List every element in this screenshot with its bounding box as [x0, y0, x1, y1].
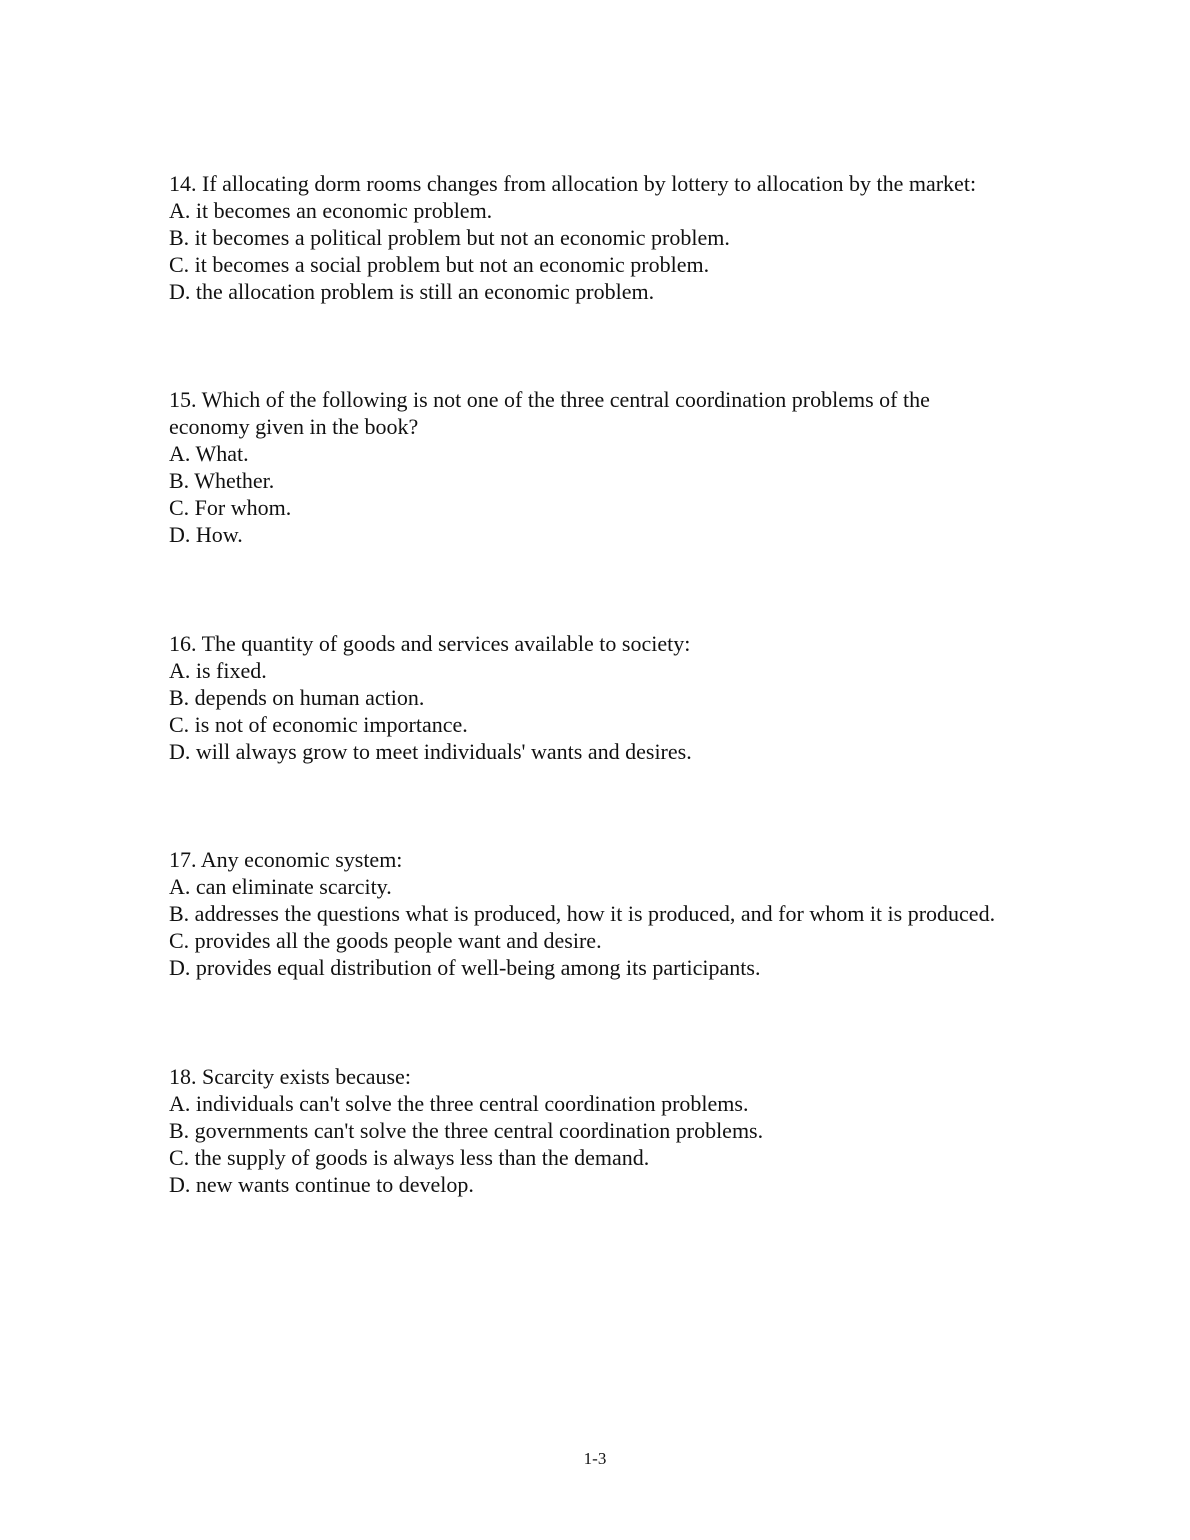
answer-option-c: C. the supply of goods is always less than the demand.	[169, 1145, 650, 1170]
question-stem: 17. Any economic system:	[169, 847, 403, 872]
answer-option-c: C. it becomes a social problem but not an economic problem.	[169, 252, 710, 277]
question-18	[169, 1063, 1069, 1198]
question-stem-line-1: 15. Which of the following is not one of the three central coordination problems of the	[169, 387, 930, 412]
answer-option-b: B. depends on human action.	[169, 685, 425, 710]
answer-option-c: C. provides all the goods people want and desire.	[169, 928, 602, 953]
answer-option-a: A. it becomes an economic problem.	[169, 198, 493, 223]
question-stem: 14. If allocating dorm rooms changes from allocation by lottery to allocation by the market:	[169, 171, 977, 196]
question-stem-line-2: economy given in the book?	[169, 414, 419, 439]
answer-option-d: D. will always grow to meet individuals' wants and desires.	[169, 739, 692, 764]
answer-option-b: B. governments can't solve the three central coordination problems.	[169, 1118, 764, 1143]
answer-option-d: D. provides equal distribution of well-being among its participants.	[169, 955, 761, 980]
question-stem: 18. Scarcity exists because:	[169, 1064, 411, 1089]
answer-option-b: B. addresses the questions what is produced, how it is produced, and for whom it is produced.	[169, 901, 996, 926]
answer-option-d: D. the allocation problem is still an economic problem.	[169, 279, 655, 304]
answer-option-c: C. is not of economic importance.	[169, 712, 468, 737]
answer-option-d: D. new wants continue to develop.	[169, 1172, 474, 1197]
answer-option-a: A. is fixed.	[169, 658, 267, 683]
answer-option-a: A. can eliminate scarcity.	[169, 874, 392, 899]
answer-option-a: A. What.	[169, 441, 249, 466]
page-number: 1-3	[583, 1449, 607, 1468]
answer-option-d: D. How.	[169, 522, 243, 547]
answer-option-a: A. individuals can't solve the three central coordination problems.	[169, 1091, 749, 1116]
question-15	[169, 386, 1069, 548]
question-17	[169, 846, 1069, 981]
answer-option-c: C. For whom.	[169, 495, 292, 520]
question-14	[169, 170, 1069, 305]
question-16	[169, 630, 1069, 765]
answer-option-b: B. Whether.	[169, 468, 275, 493]
question-stem: 16. The quantity of goods and services available to society:	[169, 631, 691, 656]
answer-option-b: B. it becomes a political problem but not an economic problem.	[169, 225, 730, 250]
